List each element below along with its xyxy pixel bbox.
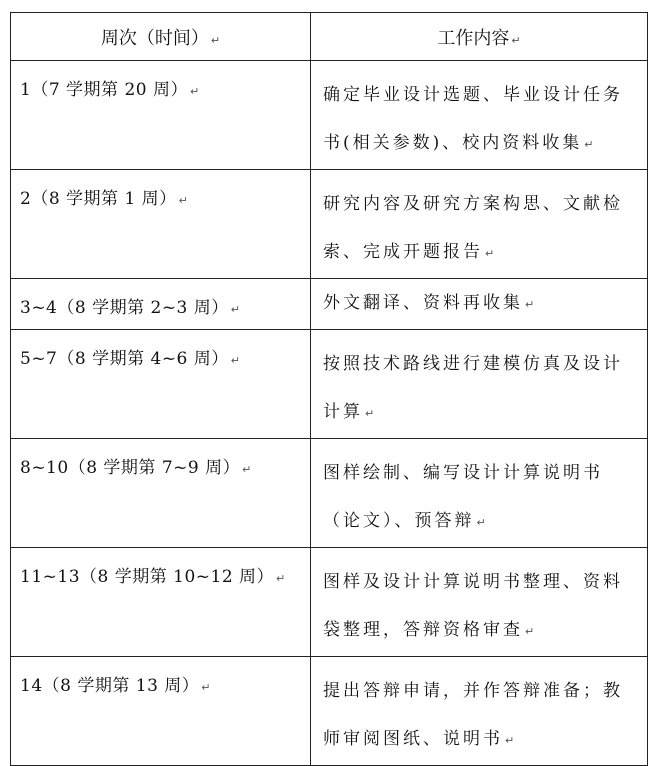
- paragraph-mark-icon: ↵: [476, 516, 486, 529]
- table-row: [11, 548, 648, 657]
- paragraph-mark-icon: ↵: [210, 33, 221, 47]
- table-row: [11, 170, 648, 279]
- paragraph-mark-icon: ↵: [511, 33, 521, 47]
- header-week: 周次（时间） ↵: [11, 13, 311, 61]
- schedule-table: [10, 12, 648, 766]
- week-cell: 1（7 学期第 20 周） ↵: [11, 61, 311, 170]
- table-row: [11, 657, 648, 766]
- paragraph-mark-icon: ↵: [365, 407, 375, 420]
- paragraph-mark-icon: ↵: [242, 463, 252, 476]
- table-row: [11, 279, 648, 330]
- header-content: 工作内容 ↵: [311, 13, 648, 61]
- paragraph-mark-icon: ↵: [505, 734, 515, 747]
- paragraph-mark-icon: ↵: [525, 625, 535, 638]
- paragraph-mark-icon: ↵: [525, 298, 535, 311]
- paragraph-mark-icon: ↵: [584, 138, 594, 151]
- paragraph-mark-icon: ↵: [276, 572, 286, 585]
- paragraph-mark-icon: ↵: [189, 85, 200, 98]
- content-cell: 确定毕业设计选题、毕业设计任务书(相关参数)、校内资料收集 ↵: [311, 61, 648, 170]
- paragraph-mark-icon: ↵: [201, 681, 211, 694]
- table-row: [11, 439, 648, 548]
- paragraph-mark-icon: ↵: [178, 194, 188, 207]
- week-cell: 2（8 学期第 1 周） ↵: [11, 170, 311, 279]
- week-cell: 11~13（8 学期第 10~12 周） ↵: [11, 548, 311, 657]
- content-cell: 研究内容及研究方案构思、文献检索、完成开题报告 ↵: [311, 170, 648, 279]
- table-row: [11, 330, 648, 439]
- content-cell: 外文翻译、资料再收集 ↵: [311, 279, 648, 330]
- table-header-row: [11, 13, 648, 61]
- week-cell: 14（8 学期第 13 周） ↵: [11, 657, 311, 766]
- content-cell: 按照技术路线进行建模仿真及设计计算 ↵: [311, 330, 648, 439]
- week-cell: 5~7（8 学期第 4~6 周） ↵: [11, 330, 311, 439]
- week-cell: 8~10（8 学期第 7~9 周） ↵: [11, 439, 311, 548]
- paragraph-mark-icon: ↵: [485, 247, 495, 260]
- paragraph-mark-icon: ↵: [230, 303, 240, 316]
- content-cell: 图样绘制、编写设计计算说明书（论文）、预答辩 ↵: [311, 439, 648, 548]
- content-cell: 图样及设计计算说明书整理、资料袋整理，答辩资格审查 ↵: [311, 548, 648, 657]
- table-row: [11, 61, 648, 170]
- week-cell: 3~4（8 学期第 2~3 周） ↵: [11, 279, 311, 330]
- paragraph-mark-icon: ↵: [230, 354, 240, 367]
- content-cell: 提出答辩申请，并作答辩准备；教师审阅图纸、说明书 ↵: [311, 657, 648, 766]
